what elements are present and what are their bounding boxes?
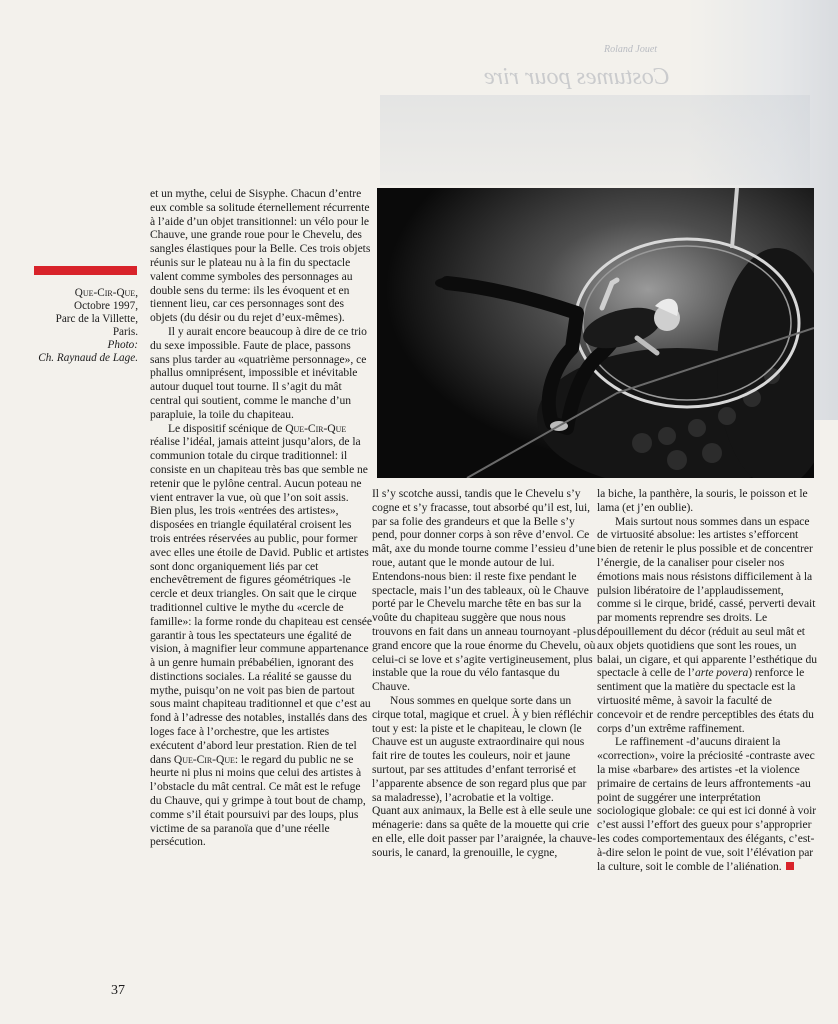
caption-accent-bar: [34, 266, 137, 275]
caption-photographer: Ch. Raynaud de Lage.: [38, 352, 138, 364]
caption-title: Que-Cir-Que,: [74, 287, 138, 299]
col3-p2-start: Mais surtout nous sommes dans un espace de virtuosité absolue: les artistes s’efforcent bien de retenir le plus possible et de concentrer l’énergie, de la canaliser pour ciseler nos émotions mais nous résistons difficilement à la pulsion libératoire de l’applaudissement, comme si le cirque, bridé, cassé, perverti devait par moments reprendre ses droits. Le dépouillement du décor (réduit au seul mât et aux objets quotidiens que sont les roues, un balai, un cigare, et qui apparente l’esthétique du spectacle à celle de l’: [597, 514, 817, 680]
col2-paragraph-2: Nous sommes en quelque sorte dans un cirque total, magique et cruel. À y bien réfléchir tout y est: la piste et le chapiteau, le clown (le Chauve est un auguste extraordinaire qui nous fait rire de toutes les couleurs, noir et jaune surtout, par ses attitudes d’enfant terrorisé et l’apparente absence de son regard plus que par sa maladresse), l’acrobatie et la voltige.: [372, 693, 593, 804]
caption-date: Octobre 1997,: [73, 300, 138, 312]
caption-city: Paris.: [112, 326, 138, 338]
col3-p2-end: ) renforce le sentiment que la matière du spectacle est la virtuosité même, à savoir la faculté de concevoir et de rendre perceptibles des états du corps d’un extrême raffinement.: [597, 666, 814, 735]
facing-page-photo-showthrough: [380, 95, 810, 185]
article-column-1: [150, 187, 372, 849]
show-title: Que-Cir-Que: [285, 421, 347, 435]
show-title-2: Que-Cir-Que: [173, 752, 235, 766]
col2-paragraph-3: Quant aux animaux, la Belle est à elle seule une ménagerie: dans sa quête de la mouette qui crie en elle, elle doit passer par l’araignée, la chauve-souris, le canard, la grenouille, le cygne,: [372, 804, 597, 859]
col1-paragraph-3: [150, 422, 372, 850]
col3-paragraph-3: [597, 735, 819, 873]
article-column-3: [597, 487, 819, 873]
ghost-author: Roland Jouet: [604, 44, 658, 55]
article-end-mark-icon: [786, 862, 794, 870]
col1-paragraph-1: et un mythe, celui de Sisyphe. Chacun d’entre eux comble sa solitude éternellement récurrente à l’aide d’un objet transitionnel: un vélo pour le Chauve, une grande roue pour le Chevelu, des sangles élastiques pour la Belle. Ces trois objets réunis sur le plateau nu à la fin du spectacle valent comme symboles des personnages au double sens du terme: ils les évoquent et en tiennent lieu, car ces personnages sont des objets (du désir ou du rejet d’eux-mêmes).: [150, 187, 371, 325]
col3-paragraph-2: [597, 515, 819, 736]
col2-paragraph-1: Il s’y scotche aussi, tandis que le Chevelu s’y cogne et s’y fracasse, tout absorbé qu’il est, lui, par sa folie des grandeurs et que la Belle s’y pend, pour donner corps à son rêve d’envol. Ce mât, axe du monde tourne comme l’essieu d’une roue, autant que le monde autour de lui. Entendons-nous bien: il reste fixe pendant le spectacle, mais l’un des tableaux, où le Chauve porté par le Chevelu marche tête en bas sur la voûte du chapiteau suggère que nous nous trouvons en fait dans un anneau tournoyant -plus grand encore que la roue énorme du Chevelu, où celui-ci se love et s’agite vertigineusement, plus instable que la roue du vélo fantasque du Chauve.: [372, 487, 596, 694]
ghost-title: Costumes pour rire: [484, 64, 670, 90]
col3-p3-text: Le raffinement -d’aucuns diraient la «correction», voire la préciosité -contraste avec la mise «barbare» des artistes -et la violence primaire de certains de leurs affrontements -au point de suggérer une interprétation sociologique globale: ce qui est ici donné à voir c’est aussi l’effort des gueux pour s’approprier les codes comportementaux des élégants, c’est-à-dire selon le point de vue, soit l’élévation par la culture, soit le comble de l’aliénation.: [597, 735, 817, 873]
arte-povera-term: arte povera: [694, 666, 749, 680]
circus-photo: [377, 188, 814, 478]
page-number: 37: [111, 983, 125, 998]
circus-photo-illustration: [377, 188, 814, 478]
col1-p3-middle: réalise l’idéal, jamais atteint jusqu’alors, de la communion totale du cirque traditionnel: il consiste en un chapiteau très bas que semble ne retenir que le pylône central. Aucun poteau ne vient entraver la vue, où que l’on soit assis. Bien plus, les trois «entrées des artistes», disposées en triangle équilatéral croisent les trois entrées réservées au public, pour former avec elles une étoile de David. Public et artistes sont donc organiquement liés par cet enchevêtrement de figures géométriques -le cercle et deux triangles. On sait que le cirque traditionnel cultive le mythe du «cercle de famille»: la forme ronde du chapiteau est censée garantir à tous les spectateurs une égalité de vision, à magnifier leur commune appartenance à un genre humain prébabélien, ignorant des distinctions sociales. La réalité se gausse du mythe, puisqu’on ne voit pas bien de partout sous maint chapiteau traditionnel et que c’est au fond à l’adresse des notables, installés dans des loges face à l’orchestre, que les artistes exécutent d’abord leur prestation. Rien de tel dans: [150, 435, 372, 766]
col1-paragraph-2: Il y aurait encore beaucoup à dire de ce trio du sexe impossible. Faute de place, passons sans plus tarder au «quatrième personnage», ce phallus omniprésent, impossible et inévitable autour duquel tout tourne. Il s’agit du mât central qui soutient, comme le manche d’un parapluie, la toile du chapiteau.: [150, 324, 367, 421]
article-column-2: [372, 487, 597, 860]
caption-venue: Parc de la Villette,: [55, 313, 138, 325]
col3-paragraph-1: la biche, la panthère, la souris, le poisson et le lama (et j’en oublie).: [597, 487, 808, 514]
col1-p3-start: Le dispositif scénique de: [168, 421, 286, 435]
col1-p3-end: : le regard du public ne se heurte ni plus ni moins que celui des artistes à l’obstacle du mât central. Ce mât est le refuge du Chauve, qui y grimpe à tout bout de champ, comme s’il était poursuivi par des loups, plus victime de sa paranoïa que d’une réelle persécution.: [150, 752, 366, 849]
caption-photo-label: Photo:: [107, 339, 138, 351]
photo-caption: [20, 287, 138, 365]
